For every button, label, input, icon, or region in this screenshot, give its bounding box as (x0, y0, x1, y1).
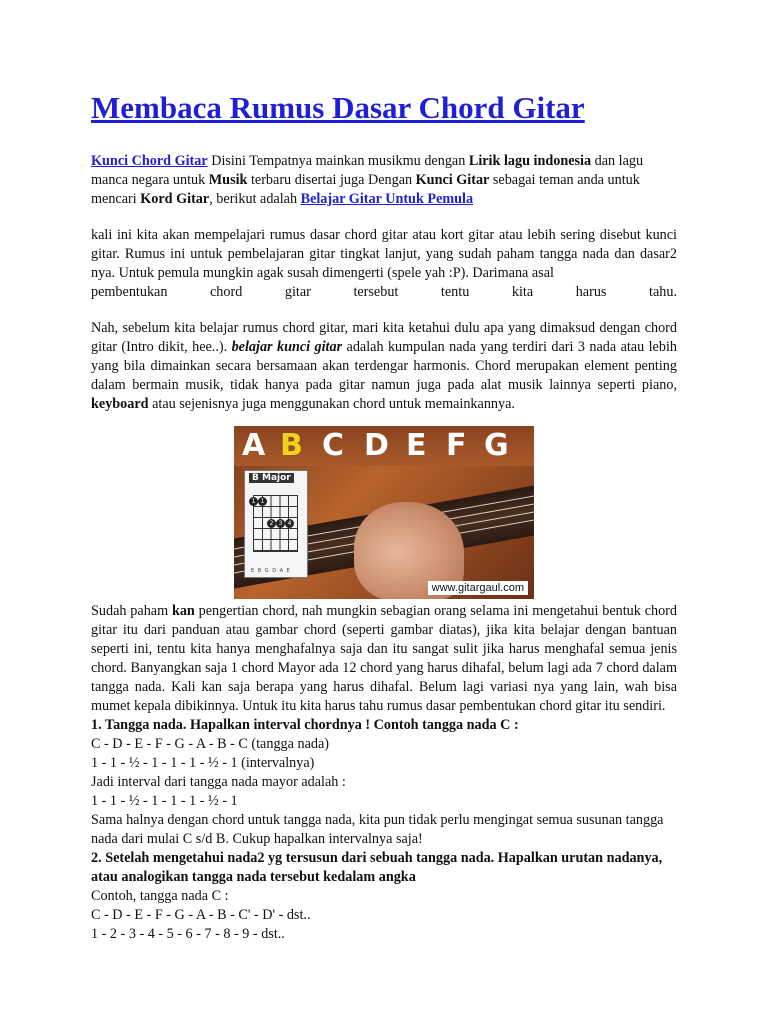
fretboard-grid (253, 495, 298, 552)
note-e: E (406, 427, 427, 463)
note-d: D (364, 427, 389, 463)
intro-text-5: , berikut adalah (209, 190, 301, 207)
page-title (91, 90, 677, 126)
section-tangga-nada (91, 716, 677, 849)
scale-notes-line: C - D - E - F - G - A - B - C (tangga nada) (91, 735, 329, 752)
finger-dot: 2 (267, 519, 276, 528)
title-link[interactable]: Membaca Rumus Dasar Chord Gitar (91, 90, 585, 125)
example-intro: Contoh, tangga nada C : (91, 887, 229, 904)
section2-heading (91, 849, 677, 887)
note-c: C (322, 427, 345, 463)
def-text-2: adalah kumpulan nada yang terdiri dari 3 nada atau lebih yang bila dimainkan secara bersamaan akan terdengar harmonis. Chord merupakan element penting dalam bermain musik, tidak hanya pada gitar namun juga pada alat musik lainnya seperti piano, (91, 338, 677, 393)
watermark: www.gitargaul.com (428, 581, 528, 595)
chord-diagram-label: B Major (249, 473, 294, 483)
note-b: B (280, 427, 303, 463)
intro-text-2: dan lagu manca negara untuk (91, 152, 644, 188)
section-urutan-nada (91, 849, 677, 944)
section1-note: Sama halnya dengan chord untuk tangga nada, kita pun tidak perlu mengingat semua susunan tangga nada dari mulai C s/d B. Cukup hapalkan intervalnya saja! (91, 811, 664, 847)
note-a: A (242, 427, 266, 463)
intro-text-4: sebagai teman anda untuk mencari (91, 171, 640, 207)
finger-dot: 4 (285, 519, 294, 528)
intro-bold-lirik: Lirik lagu indonesia (468, 152, 592, 169)
major-interval-line: 1 - 1 - ½ - 1 - 1 - 1 - ½ - 1 (91, 792, 238, 809)
note-f: F (446, 427, 467, 463)
example-notes-line: C - D - E - F - G - A - B - C' - D' - dst.. (91, 906, 311, 923)
document-page (91, 90, 677, 944)
section2-heading-text: 2. Setelah mengetahui nada2 yg tersusun dari sebuah tangga nada. Hapalkan urutan nadanya, atau analogikan tangga nada tersebut kedalam angka (91, 849, 663, 885)
finger-dot: 3 (276, 519, 285, 528)
finger-dot: 1 (258, 497, 267, 506)
example-numbers-line: 1 - 2 - 3 - 4 - 5 - 6 - 7 - 8 - 9 - dst.. (91, 925, 285, 942)
guitar-chord-image (234, 426, 534, 599)
link-kunci-chord-gitar[interactable]: Kunci Chord Gitar (91, 152, 208, 169)
def-text-3: atau sejenisnya juga menggunakan chord untuk memainkannya. (148, 395, 515, 412)
def-bold-keyboard: keyboard (91, 395, 149, 412)
expl-bold-kan: kan (171, 602, 195, 619)
def-text-1: Nah, sebelum kita belajar rumus chord gitar, mari kita ketahui dulu apa yang dimaksud dengan chord gitar (Intro dikit, hee..). (91, 319, 677, 355)
section1-heading-text: 1. Tangga nada. Hapalkan interval chordnya ! Contoh tangga nada C : (91, 716, 519, 733)
intro-text-3: terbaru disertai juga Dengan (247, 171, 416, 188)
paragraph-rumus-body: kali ini kita akan mempelajari rumus dasar chord gitar atau kort gitar atau lebih sering disebut kunci gitar. Rumus ini untuk pembelajaran gitar tingkat lanjut, yang sudah paham tangga nada dan dasar2 nya. Untuk pemula mungkin agak susah dimengerti (spele yah :P). Darimana asal (91, 226, 677, 281)
intro-text-1: Disini Tempatnya mainkan musikmu dengan (207, 152, 469, 169)
def-bold-italic: belajar kunci gitar (231, 338, 343, 355)
intro-bold-kord-gitar: Kord Gitar (140, 190, 210, 207)
chord-diagram (244, 470, 308, 578)
string-names: E B G D A E (251, 567, 291, 574)
intro-paragraph (91, 152, 677, 209)
interval-line: 1 - 1 - ½ - 1 - 1 - 1 - ½ - 1 (intervalnya) (91, 754, 315, 771)
paragraph-definition (91, 319, 677, 414)
paragraph-rumus (91, 226, 677, 302)
note-g: G (484, 427, 509, 463)
interval-intro: Jadi interval dari tangga nada mayor adalah : (91, 773, 346, 790)
intro-bold-kunci-gitar: Kunci Gitar (415, 171, 490, 188)
paragraph-rumus-last-line: pembentukan chord gitar tersebut tentu kita harus tahu. (91, 283, 677, 300)
intro-bold-musik: Musik (208, 171, 248, 188)
section1-heading (91, 716, 677, 735)
link-belajar-gitar[interactable]: Belajar Gitar Untuk Pemula (300, 190, 474, 207)
finger-dot: 1 (249, 497, 258, 506)
expl-text-2: pengertian chord, nah mungkin sebagian orang selama ini mengetahui bentuk chord gitar itu dari panduan atau gambar chord (seperti gambar diatas), jika kita belajar dengan bantuan seperti ini, tentu kita hanya menghafalnya saja dan itu sangat sulit jika harus menghafal semua jenis chord. Banyangkan saja 1 chord Mayor ada 12 chord yang harus dihafal, belum lagi ada 7 chord dalam tangga nada. Kali kan saja berapa yang harus dihafal. Belum lagi variasi nya yang lain, wah bisa mumet kepala dibikinnya. Untuk itu kita harus tahu rumus dasar pembentukan chord gitar itu sendiri. (91, 602, 677, 714)
expl-text-1: Sudah paham (91, 602, 172, 619)
paragraph-explanation (91, 602, 677, 716)
